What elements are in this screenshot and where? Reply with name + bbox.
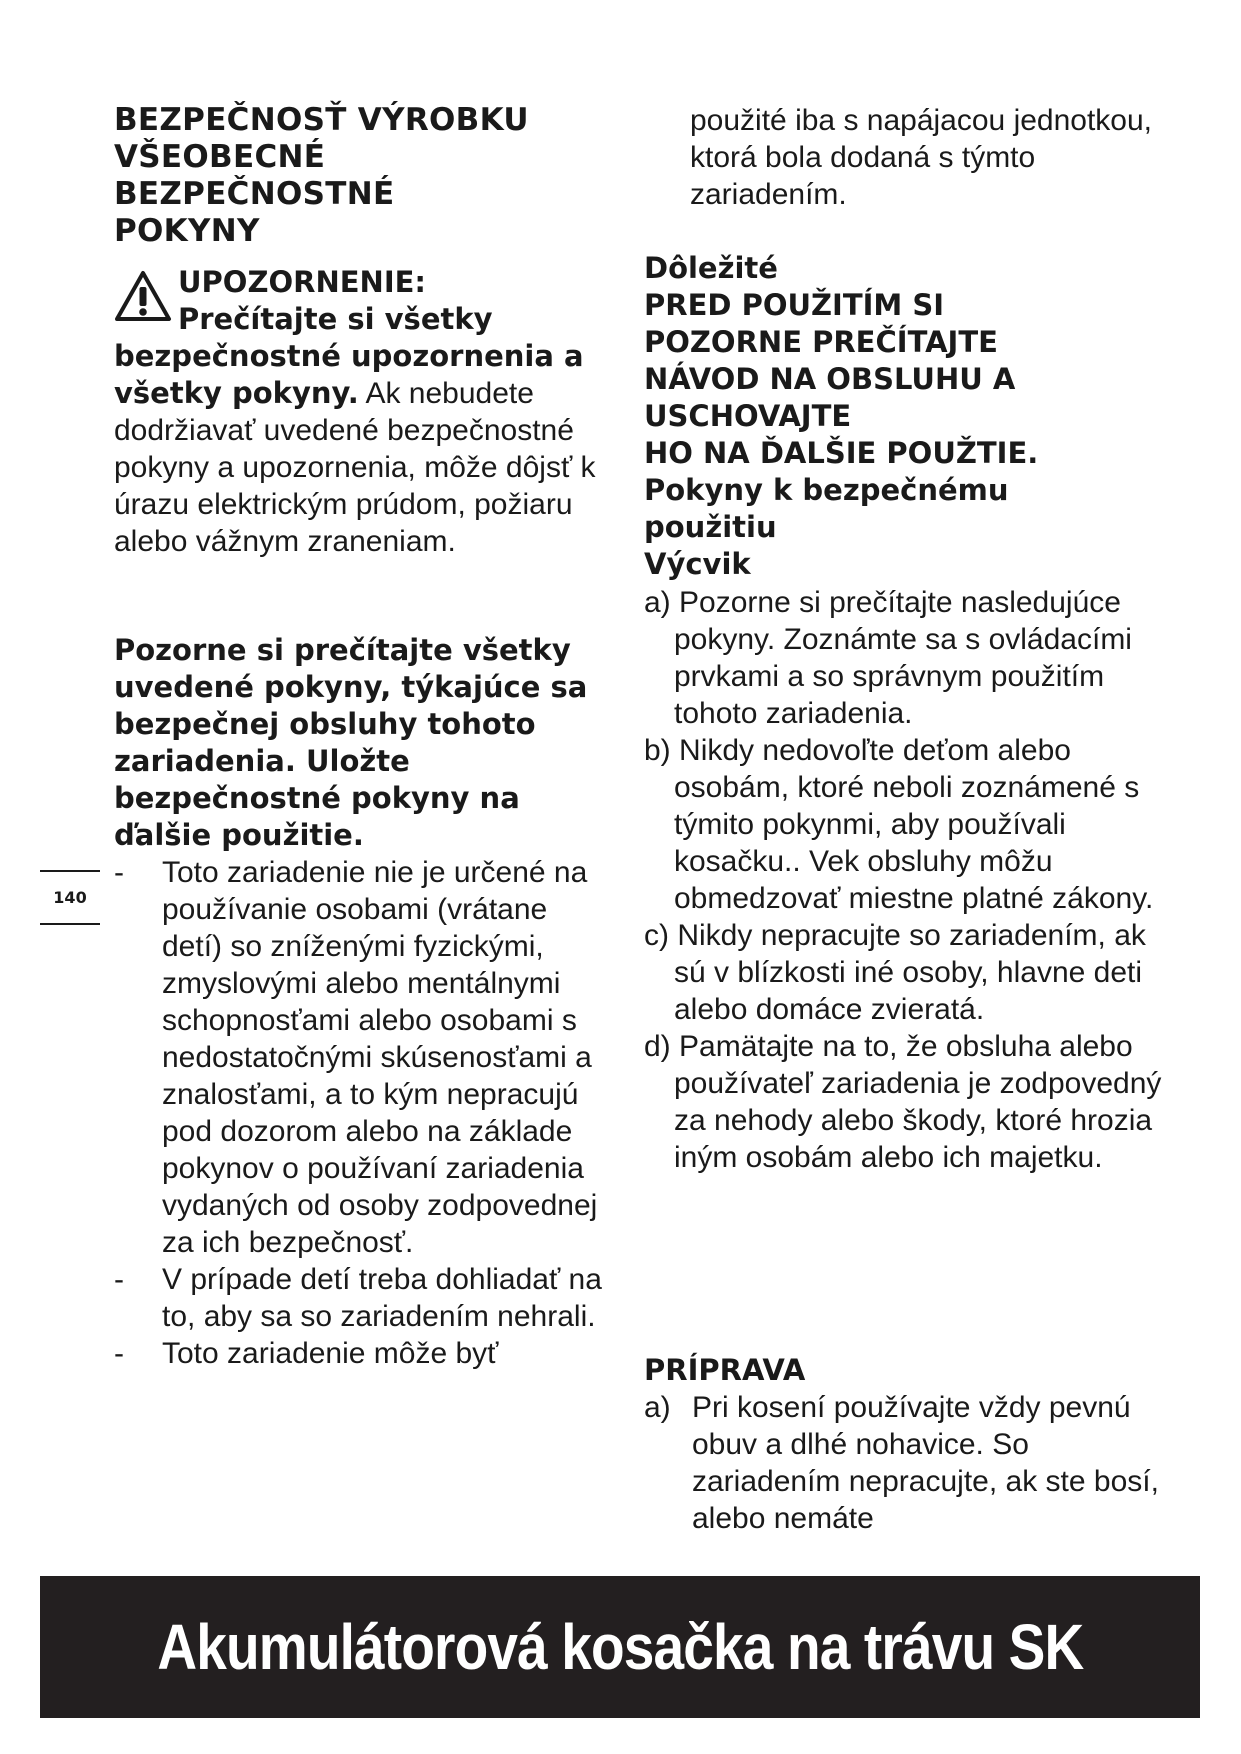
caps-heading-line: POZORNE PREČÍTAJTE: [644, 325, 998, 359]
list-item-text: V prípade detí treba dohliadať na to, aby sa so zariadením nehrali.: [162, 1263, 602, 1333]
important-headings: [644, 250, 1164, 583]
preparation-heading: PRÍPRAVA: [644, 1353, 806, 1387]
item-label: d): [644, 1030, 671, 1063]
item-text: Pri kosení používajte vždy pevnú obuv a dlhé nohavice. So zariadením nepracujte, ak ste bosí, alebo nemáte: [692, 1391, 1159, 1535]
training-list: [644, 584, 1164, 1176]
page-number: 140: [40, 870, 100, 925]
heading-line: VŠEOBECNÉ: [114, 139, 326, 175]
caps-heading-line: PRED POUŽITÍM SI: [644, 288, 945, 322]
item-text: Nikdy nepracujte so zariadením, ak sú v blízkosti iné osoby, hlavne deti alebo domáce zvieratá.: [674, 919, 1146, 1026]
footer-banner: [40, 1576, 1200, 1718]
warning-body-text: Ak nebudete dodržiavať uvedené bezpečnostné pokyny a upozornenia, môže dôjsť k úrazu elektrickým prúdom, požiaru alebo vážnym zraneniam.: [114, 377, 596, 558]
item-label: a): [644, 1391, 671, 1424]
heading-line: BEZPEČNOSTNÉ: [114, 176, 395, 212]
warning-text: [114, 338, 619, 560]
list-item: [644, 1028, 1164, 1176]
important-label: Dôležité: [644, 251, 778, 285]
caps-heading-line: NÁVOD NA OBSLUHU A: [644, 362, 1016, 396]
item-label: b): [644, 734, 671, 767]
footer-title: Akumulátorová kosačka na trávu SK: [156, 1611, 1084, 1683]
training-heading: Výcvik: [644, 547, 751, 581]
caps-heading-line: USCHOVAJTE: [644, 399, 852, 433]
dash-bullet: -: [114, 856, 124, 889]
warning-bold-text: bezpečnostné upozornenia a všetky pokyny.: [114, 339, 584, 410]
heading-line: BEZPEČNOSŤ VÝROBKU: [114, 102, 529, 138]
item-label: c): [644, 919, 669, 952]
caps-heading-line: HO NA ĎALŠIE POUŽTIE.: [644, 436, 1039, 470]
preparation-list: [644, 1389, 1164, 1537]
list-item: [644, 584, 1164, 732]
bold-instruction-paragraph: Pozorne si prečítajte všetky uvedené pokyny, týkajúce sa bezpečnej obsluhy tohoto zariadenia. Uložte bezpečnostné pokyny na ďalšie použitie.: [114, 633, 588, 852]
warning-block: [114, 264, 619, 560]
list-item: [644, 1389, 1164, 1537]
dash-bullet: -: [114, 1337, 124, 1370]
warning-title: UPOZORNENIE:: [178, 265, 427, 299]
safety-subheading: Pokyny k bezpečnému použitiu: [644, 473, 1009, 544]
list-item: [644, 732, 1164, 917]
item-text: Pamätajte na to, že obsluha alebo používateľ zariadenia je zodpovedný za nehody alebo škody, ktoré hrozia iným osobám alebo ich majetku.: [674, 1030, 1162, 1174]
section-heading-product-safety: [114, 102, 634, 250]
warning-triangle-icon: [114, 270, 172, 322]
item-text: Nikdy nedovoľte deťom alebo osobám, ktoré neboli zoznámené s týmito pokynmi, aby používali kosačku.. Vek obsluhy môžu obmedzovať miestne platné zákony.: [674, 734, 1154, 915]
list-item-text: Toto zariadenie môže byť: [162, 1337, 499, 1370]
continuation-text: použité iba s napájacou jednotkou, ktorá bola dodaná s týmto zariadením.: [690, 104, 1153, 211]
list-item: [114, 1335, 614, 1372]
list-item: [114, 1261, 614, 1335]
dash-list: [114, 854, 614, 1372]
dash-bullet: -: [114, 1263, 124, 1296]
heading-line: POKYNY: [114, 213, 260, 249]
warning-subtitle: Prečítajte si všetky: [178, 302, 493, 336]
item-label: a): [644, 586, 671, 619]
item-text: Pozorne si prečítajte nasledujúce pokyny. Zoznámte sa s ovládacími prvkami a so správnym použitím tohoto zariadenia.: [674, 586, 1132, 730]
list-item: [644, 917, 1164, 1028]
list-item-text: Toto zariadenie nie je určené na používanie osobami (vrátane detí) so zníženými fyzickými, zmyslovými alebo mentálnymi schopnosťami alebo osobami s nedostatočnými skúsenosťami a znalosťami, a to kým nepracujú pod dozorom alebo na základe pokynov o používaní zariadenia vydaných od osoby zodpovednej za ich bezpečnosť.: [162, 856, 598, 1259]
list-item: [114, 854, 614, 1261]
